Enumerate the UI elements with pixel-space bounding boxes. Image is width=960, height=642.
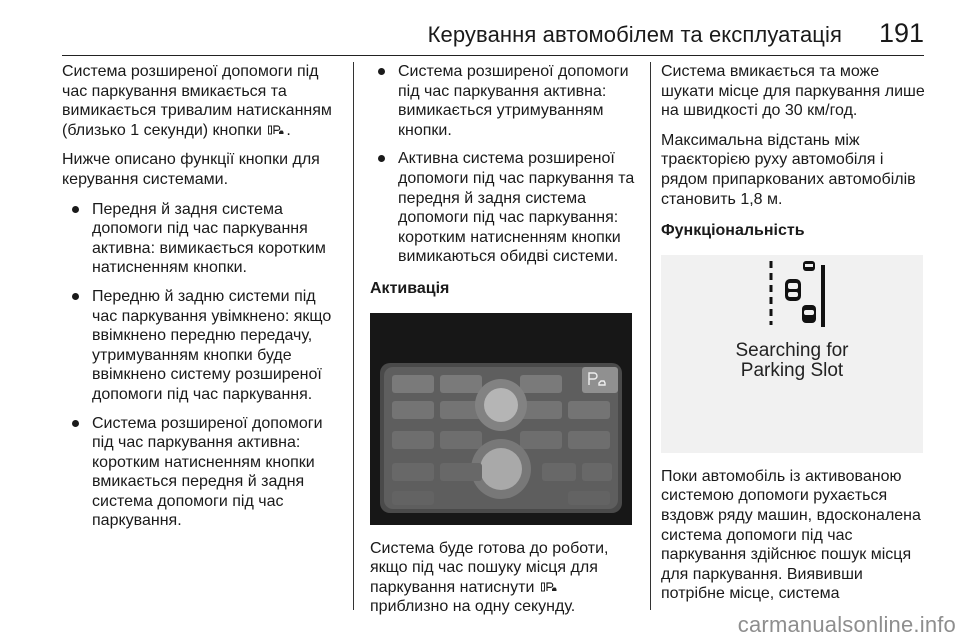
desc-paragraph: Нижче описано функції кнопки для керування системами. — [62, 151, 320, 188]
console-photo — [370, 313, 632, 525]
page-header — [0, 0, 960, 56]
speed-paragraph: Система вмикається та може шукати місце для паркування лише на швидкості до 30 км/год. — [661, 63, 925, 120]
park-assist-icon — [541, 581, 557, 593]
header-rule — [62, 55, 924, 56]
distance-paragraph: Максимальна відстань між траєкторією руху автомобіля і рядом припаркованих автомобілів становить 1,8 м. — [661, 131, 916, 208]
parking-display — [661, 255, 923, 453]
display-message — [661, 341, 923, 381]
list-item: Передню й задню системи під час паркування увімкнено: якщо ввімкнено передню передачу, утримуванням кнопки буде ввімкнено систему розширеної допомоги під час паркування. — [62, 287, 344, 405]
parked-car-icon — [802, 261, 816, 323]
column-2 — [370, 62, 636, 627]
list-item: Активна система розширеної допомоги під час паркування та передня й задня система допомоги під час паркування: коротким натисненням кнопки вимикаються обидві системи. — [370, 149, 636, 267]
column-3 — [661, 62, 929, 614]
column-1 — [62, 62, 344, 541]
list-item: Система розширеної допомоги під час паркування активна: коротким натисненням кнопки вмикається передня й задня система допомоги під час паркування. — [62, 414, 344, 532]
car-icon — [785, 279, 801, 301]
intro-text: Система розширеної допомоги під час паркування вмикається та вимикається тривалим натисканням (близько 1 секунди) кнопки — [62, 63, 332, 139]
column-divider — [650, 62, 651, 610]
list-item: Передня й задня система допомоги під час паркування активна: вимикається коротким натисненням кнопки. — [62, 200, 344, 278]
activation-caption — [370, 539, 636, 617]
console-illustration — [370, 313, 632, 525]
parking-lane-graphic — [661, 255, 923, 335]
section-title: Керування автомобілем та експлуатація — [427, 22, 842, 47]
column-divider — [353, 62, 354, 610]
bullet-list — [370, 62, 636, 267]
intro-end: . — [286, 121, 291, 139]
page-number: 191 — [878, 18, 924, 48]
watermark: carmanualsonline.info — [737, 612, 956, 637]
park-assist-icon — [268, 124, 284, 136]
caption-end: приблизно на одну секунду. — [370, 598, 576, 616]
caption-text: Система буде готова до роботи, якщо під час пошуку місця для паркування натиснути — [370, 539, 609, 596]
intro-paragraph — [62, 62, 344, 140]
list-item: Система розширеної допомоги під час паркування активна: вимикається утримуванням кнопки. — [370, 62, 636, 140]
activation-heading: Активація — [370, 279, 450, 297]
display-line-1: Searching for — [735, 339, 849, 361]
functionality-heading: Функціональність — [661, 222, 805, 240]
search-paragraph: Поки автомобіль із активованою системою допомоги рухається вздовж ряду машин, вдосконалена система допомоги під час паркування здійснює пошук місця для паркування. Виявивши потрібне місце, система — [661, 467, 921, 603]
display-line-2: Parking Slot — [740, 359, 844, 381]
bullet-list — [62, 200, 344, 532]
